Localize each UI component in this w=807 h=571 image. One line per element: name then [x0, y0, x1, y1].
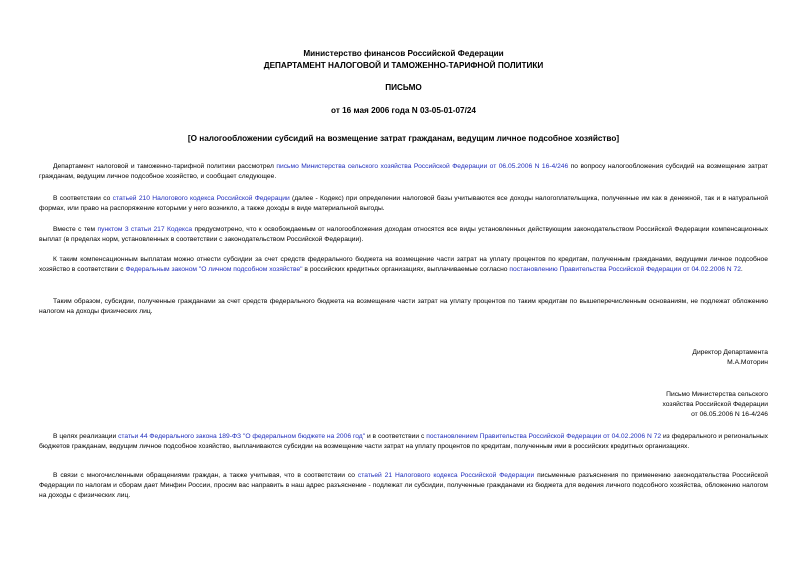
signature-title: Директор Департамента [692, 349, 768, 356]
document-date-number: от 16 мая 2006 года N 03-05-01-07/24 [331, 106, 476, 115]
attachment-header [662, 390, 768, 420]
document-subject: [О налогообложении субсидий на возмещение затрат гражданам, ведущим личное подсобное хозяйство] [187, 134, 620, 143]
p3-link-article-217[interactable]: пунктом 3 статьи 217 Кодекса [97, 226, 193, 233]
signature-block [692, 348, 768, 368]
p4-text-2: в российских кредитных организациях, выплачиваемые согласно [302, 266, 510, 273]
document-type: ПИСЬМО [385, 83, 422, 92]
p6-text-3: из федерального и региональных бюджетов гражданам, ведущим личное подсобное хозяйство, выплачиваются субсидии на возмещение части затрат на уплату процентов по кредитам, полученным ими в российских кредитных организациях. [39, 433, 768, 450]
p2-text-1: В соответствии со [53, 195, 113, 202]
p4-text-3: . [740, 266, 743, 273]
p4-link-federal-law[interactable]: Федеральным законом "О личном подсобном хозяйстве" [125, 266, 303, 273]
signature-name: М.А.Моторин [727, 359, 768, 366]
p3-text-2: предусмотрено, что к освобождаемым от налогообложения доходам относятся все виды установленных действующим законодательством Российской Федерации компенсационных выплат (в пределах норм, установленных в соответствии с законодательством Российской Федерации). [39, 226, 769, 243]
p1-link-ministry-letter[interactable]: письмо Министерства сельского хозяйства Российской Федерации от 06.05.2006 N 16-4/246 [276, 163, 569, 170]
p7-text-2: письменные разъяснения по применению законодательства Российской Федерации по налогам и сборам дает Минфин России, просим вас направить в наш адрес разъяснение - подлежат ли субсидии, полученные гражданами из бюджета для ведения личного подсобного хозяйства, обложению налогом на доходы с физических лиц. [39, 472, 768, 499]
paragraph-1 [39, 162, 768, 182]
attachment-line-1: Письмо Министерства сельского [666, 391, 768, 398]
p4-link-government-resolution[interactable]: постановлению Правительства Российской Федерации от 04.02.2006 N 72 [509, 266, 741, 273]
p6-link-article-44[interactable]: статьи 44 Федерального закона 189-ФЗ "О федеральном бюджете на 2006 год" [118, 433, 366, 440]
p4-text-1: К таким компенсационным выплатам можно отнести субсидии за счет средств федерального бюджета на возмещение части затрат на уплату процентов по кредитам, полученным гражданами, ведущими личное подсобное хозяйство в соответствии с [39, 256, 768, 273]
attachment-line-2: хозяйства Российской Федерации [662, 401, 768, 408]
p2-text-2: (далее - Кодекс) при определении налоговой базы учитываются все доходы налогоплательщика, полученные им как в денежной, так и в натуральной формах, или право на распоряжение которыми у него возникло, а также доходы в виде материальной выгоды. [39, 195, 768, 212]
paragraph-7 [39, 471, 768, 501]
p1-text-1: Департамент налоговой и таможенно-тарифной политики рассмотрел [53, 163, 277, 170]
paragraph-3 [39, 225, 768, 245]
p2-link-article-210[interactable]: статьей 210 Налогового кодекса Российской Федерации [112, 195, 290, 202]
paragraph-5 [39, 297, 768, 317]
p6-link-government-resolution[interactable]: постановлением Правительства Российской Федерации от 04.02.2006 N 72 [426, 433, 662, 440]
attachment-line-3: от 06.05.2006 N 16-4/246 [691, 411, 768, 418]
p7-link-article-21[interactable]: статьей 21 Налогового кодекса Российской Федерации [357, 472, 535, 479]
p3-text-1: Вместе с тем [53, 226, 98, 233]
paragraph-6 [39, 432, 768, 452]
department-name: ДЕПАРТАМЕНТ НАЛОГОВОЙ И ТАМОЖЕННО-ТАРИФНОЙ ПОЛИТИКИ [263, 61, 544, 70]
p6-text-1: В целях реализации [53, 433, 119, 440]
paragraph-4 [39, 255, 768, 275]
p1-text-2: по вопросу налогообложения субсидий на возмещение затрат гражданам, ведущим личное подсобное хозяйство, и сообщает следующее. [39, 163, 768, 180]
p5-text-1: Таким образом, субсидии, полученные гражданами за счет средств федерального бюджета на возмещение части затрат на уплату процентов по таким кредитам по вышеперечисленным основаниям, не подлежат обложению налогом на доходы физических лиц. [39, 298, 768, 315]
p7-text-1: В связи с многочисленными обращениями граждан, а также учитывая, что в соответствии со [53, 472, 358, 479]
p6-text-2: и в соответствии с [365, 433, 427, 440]
paragraph-2 [39, 194, 768, 214]
ministry-name: Министерство финансов Российской Федерации [303, 49, 504, 58]
